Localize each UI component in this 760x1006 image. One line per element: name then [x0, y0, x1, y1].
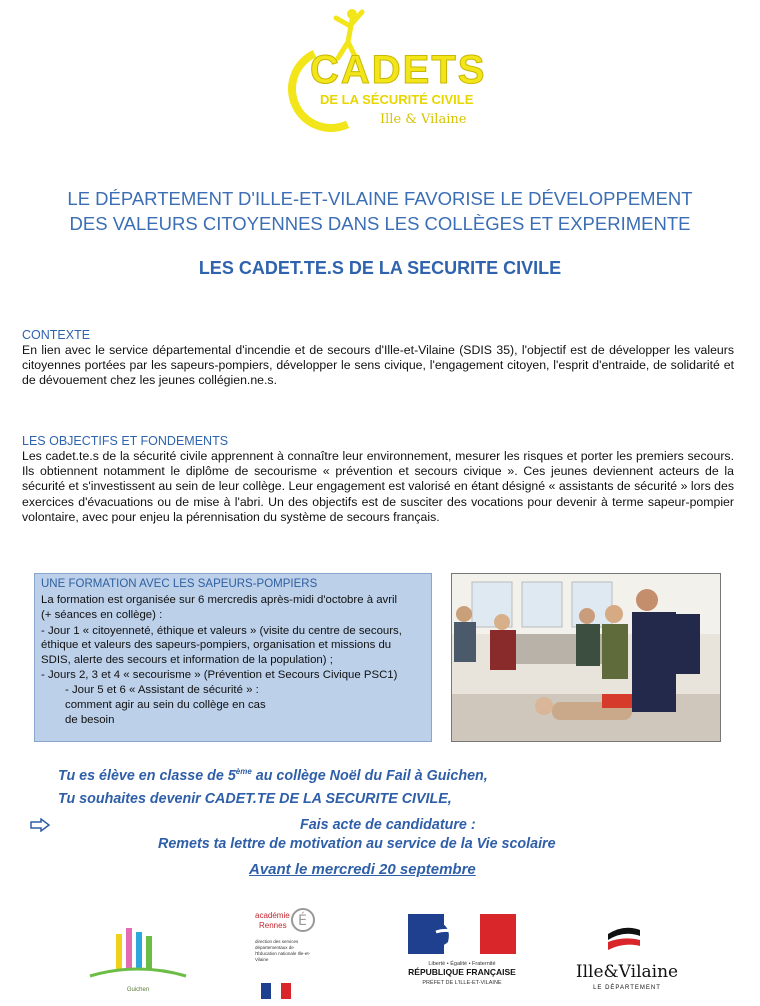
cadets-logo: [280, 6, 490, 131]
academie-note: direction des services départementaux de l'Éducation nationale Ille-et-Vilaine: [255, 939, 311, 962]
cta-line-wish: Tu souhaites devenir CADET.TE DE LA SECURITE CIVILE,: [58, 791, 452, 807]
formation-line: comment agir au sein du collège en cas: [65, 699, 266, 711]
guichen-logo-text: Guichen: [126, 987, 150, 993]
ille-et-vilaine-mark-icon: [604, 922, 644, 956]
logo-title: CADETS: [310, 48, 487, 92]
iv-subtitle: LE DÉPARTEMENT: [593, 985, 661, 991]
formation-title: UNE FORMATION AVEC LES SAPEURS-POMPIERS: [41, 578, 318, 590]
guichen-logo: [86, 926, 190, 998]
rf-motto: Liberté • Égalité • Fraternité: [428, 961, 496, 967]
rennes-label: Rennes: [259, 921, 287, 930]
training-photo: [451, 573, 721, 742]
e-mark-icon: [291, 905, 315, 935]
formation-line: (+ séances en collège) :: [41, 609, 163, 621]
republique-francaise-logo: [408, 914, 516, 1000]
academie-rennes-logo: [255, 905, 315, 1000]
formation-line: de besoin: [65, 714, 115, 726]
page-headline: [30, 186, 730, 236]
section-title-objectifs: LES OBJECTIFS ET FONDEMENTS: [22, 434, 229, 448]
academie-label: académie: [255, 911, 290, 920]
formation-line: - Jour 5 et 6 « Assistant de sécurité » :: [65, 684, 259, 696]
formation-line: - Jours 2, 3 et 4 « secourisme » (Prévention et Secours Civique PSC1): [41, 669, 398, 681]
section-text-contexte: En lien avec le service départemental d'incendie et de secours d'Ille-et-Vilaine (SDIS 35), l'objectif est de développer les valeurs citoyennes portées par les sapeurs-pompiers, développer le sens civique, l'engagement citoyen, l'esprit d'entraide, de solidarité et de dévouement chez les jeunes collégien.ne.s.: [22, 343, 734, 388]
formation-line: éthique et valeurs des sapeurs-pompiers, organisation et missions du: [41, 639, 392, 651]
page-subtitle: LES CADET.TE.S DE LA SECURITE CIVILE: [198, 258, 562, 278]
formation-line: - Jour 1 « citoyenneté, éthique et valeurs » (visite du centre de secours,: [41, 625, 402, 637]
french-flag-icon: [261, 983, 291, 999]
headline-line-1: LE DÉPARTEMENT D'ILLE-ET-VILAINE FAVORISE LE DÉVELOPPEMENT: [67, 188, 693, 209]
rf-prefet: PRÉFET DE L'ILLE-ET-VILAINE: [422, 980, 502, 986]
ille-et-vilaine-logo: [572, 922, 682, 1000]
formation-line: SDIS, alerte des secours et information de la population) ;: [41, 654, 333, 666]
iv-name: Ille&Vilaine: [575, 962, 679, 982]
cta-deadline: Avant le mercredi 20 septembre: [249, 861, 476, 878]
logo-region: Ille & Vilaine: [380, 112, 467, 127]
rf-name: RÉPUBLIQUE FRANÇAISE: [408, 967, 516, 977]
cta-line-apply: Fais acte de candidature :: [300, 817, 476, 833]
section-text-objectifs: Les cadet.te.s de la sécurité civile apprennent à connaître leur environnement, mesurer les risques et porter les premiers secours. Ils obtiennent notamment le diplôme de secourisme « prévention et secours civique ». Ces jeunes deviennent acteurs de la sécurité et s'investissent au sein de leur collège. Leur engagement est valorisé en étant désigné « assistants de sécurité » lors des exercices d'évacuations ou de mise à l'abri. Un des objectifs est de susciter des vocations pour devenir à terme sapeur-pompier volontaire, avec pour enjeu la pérennisation du système de secours français.: [22, 449, 734, 524]
formation-line: La formation est organisée sur 6 mercredis après-midi d'octobre à avril: [41, 594, 398, 606]
logo-subtitle: DE LA SÉCURITÉ CIVILE: [320, 92, 474, 107]
cta-line-class-part-b: au collège Noël du Fail à Guichen,: [251, 767, 488, 784]
formation-box: [34, 573, 432, 742]
cta-line-class: [58, 767, 488, 784]
guichen-logo-mark: [86, 926, 190, 982]
marianne-icon: [408, 914, 516, 954]
cta-line-letter: Remets ta lettre de motivation au service de la Vie scolaire: [158, 836, 556, 852]
arrow-right-icon: [30, 818, 50, 832]
section-title-contexte: CONTEXTE: [22, 328, 91, 342]
cta-superscript: ème: [235, 767, 252, 776]
first-aid-training-image: [452, 574, 720, 741]
headline-line-2: DES VALEURS CITOYENNES DANS LES COLLÈGES ET EXPERIMENTE: [69, 213, 691, 234]
svg-text:É: É: [298, 913, 307, 929]
cta-line-class-part-a: Tu es élève en classe de 5: [58, 767, 236, 784]
